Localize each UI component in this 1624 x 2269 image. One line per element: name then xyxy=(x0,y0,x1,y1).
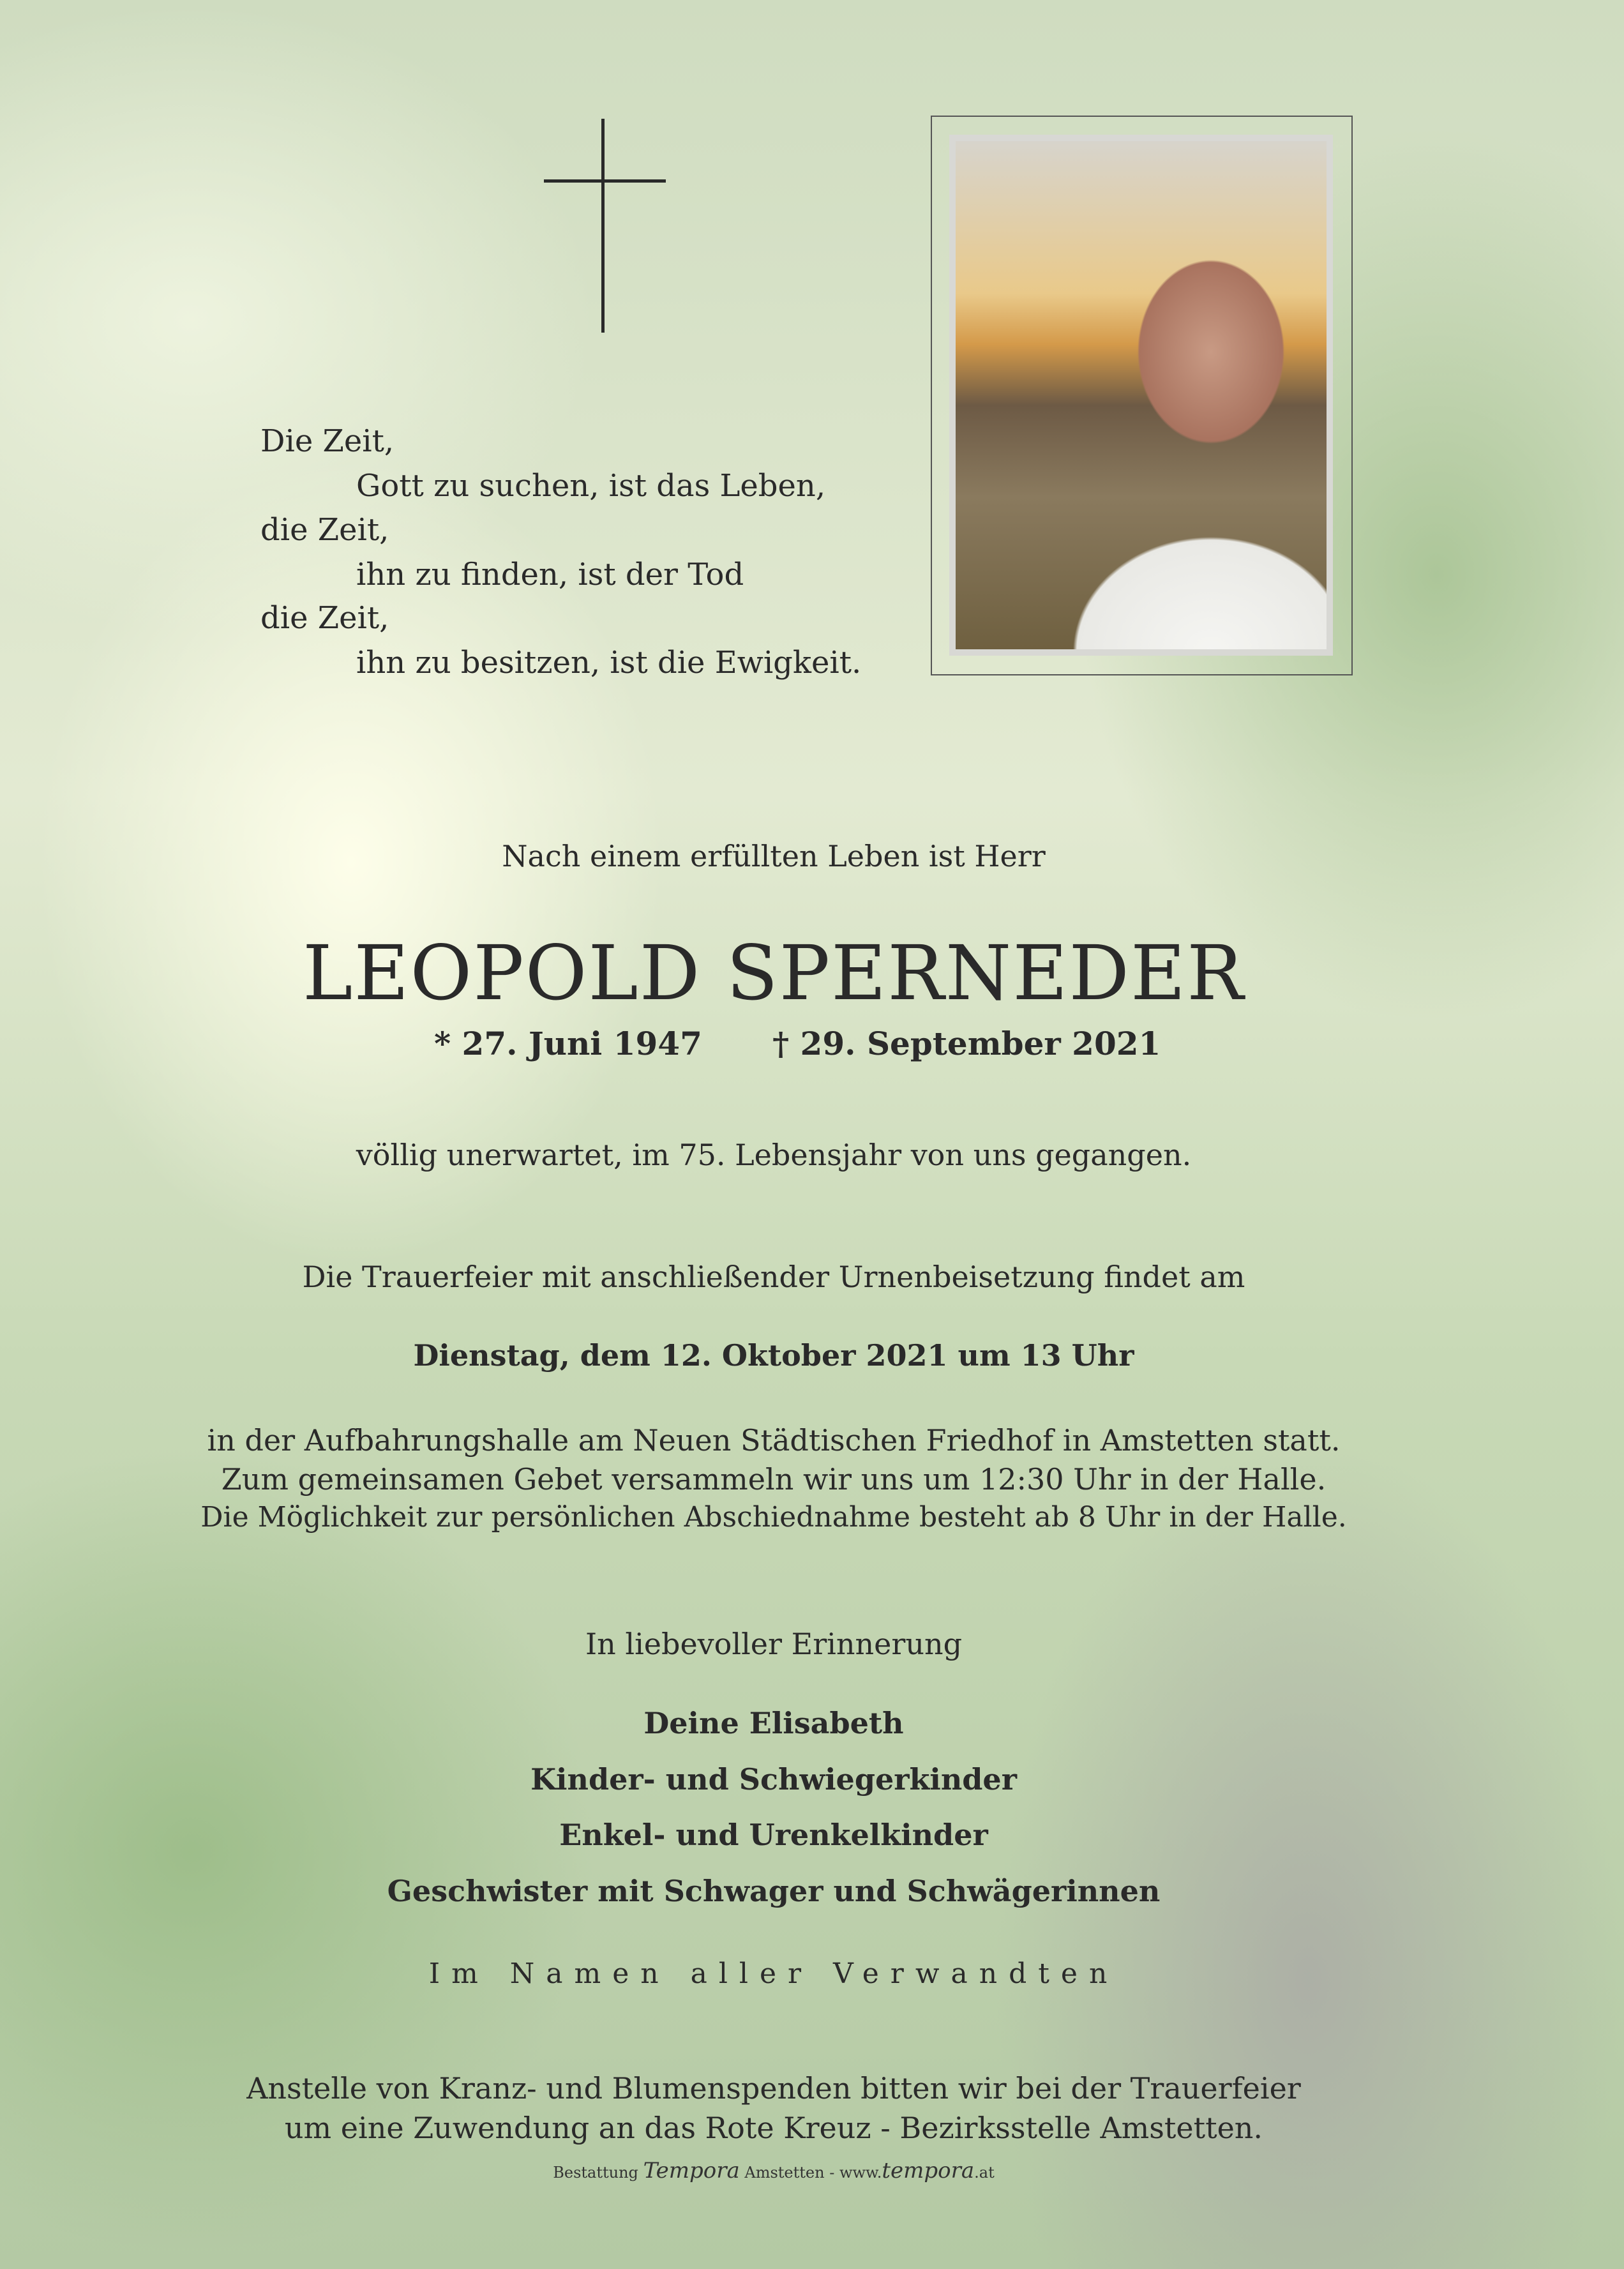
footer-middle: Amstetten - www. xyxy=(744,2164,882,2182)
poem-line: ihn zu finden, ist der Tod xyxy=(356,557,744,592)
family-line: Kinder- und Schwiegerkinder xyxy=(530,1762,1017,1797)
cross-icon-bar xyxy=(544,179,666,183)
donation-line: Anstelle von Kranz- und Blumenspenden bitten wir bei der Trauerfeier xyxy=(246,2071,1301,2106)
ceremony-date: Dienstag, dem 12. Oktober 2021 um 13 Uhr xyxy=(413,1338,1134,1373)
family-line: Geschwister mit Schwager und Schwägerinnen xyxy=(387,1874,1161,1908)
memory-text: In liebevoller Erinnerung xyxy=(585,1627,963,1661)
footer-prefix: Bestattung xyxy=(553,2164,638,2182)
cross-icon xyxy=(601,119,605,333)
ceremony-line: Die Möglichkeit zur persönlichen Abschiednahme besteht ab 8 Uhr in der Halle. xyxy=(200,1501,1347,1534)
footer-suffix: .at xyxy=(974,2164,995,2182)
donation-line: um eine Zuwendung an das Rote Kreuz - Bezirksstelle Amstetten. xyxy=(284,2111,1263,2145)
birth-date: * 27. Juni 1947 xyxy=(434,1025,702,1062)
poem-line: ihn zu besitzen, ist die Ewigkeit. xyxy=(356,645,862,681)
family-line: Deine Elisabeth xyxy=(643,1706,904,1740)
ceremony-intro: Die Trauerfeier mit anschließender Urnenbeisetzung findet am xyxy=(302,1260,1245,1294)
footer-brand-logo: Tempora xyxy=(643,2158,740,2183)
death-date: † 29. September 2021 xyxy=(772,1025,1161,1062)
poem-line: die Zeit, xyxy=(260,600,389,636)
portrait-photo xyxy=(949,135,1333,656)
footer-brand-url: tempora xyxy=(882,2158,975,2183)
family-line: Enkel- und Urenkelkinder xyxy=(559,1818,988,1852)
ceremony-line: in der Aufbahrungshalle am Neuen Städtischen Friedhof in Amstetten statt. xyxy=(207,1423,1341,1458)
intro-text: Nach einem erfüllten Leben ist Herr xyxy=(502,839,1046,873)
passed-text: völlig unerwartet, im 75. Lebensjahr von uns gegangen. xyxy=(356,1138,1192,1172)
poem-line: die Zeit, xyxy=(260,512,389,548)
poem-line: Gott zu suchen, ist das Leben, xyxy=(356,468,826,504)
relatives-text: Im Namen aller Verwandten xyxy=(428,1957,1119,1990)
deceased-name: LEOPOLD SPERNEDER xyxy=(302,929,1245,1017)
ceremony-line: Zum gemeinsamen Gebet versammeln wir uns um 12:30 Uhr in der Halle. xyxy=(221,1462,1327,1496)
footer-credit xyxy=(0,2158,1586,2183)
poem-line: Die Zeit, xyxy=(260,423,395,459)
